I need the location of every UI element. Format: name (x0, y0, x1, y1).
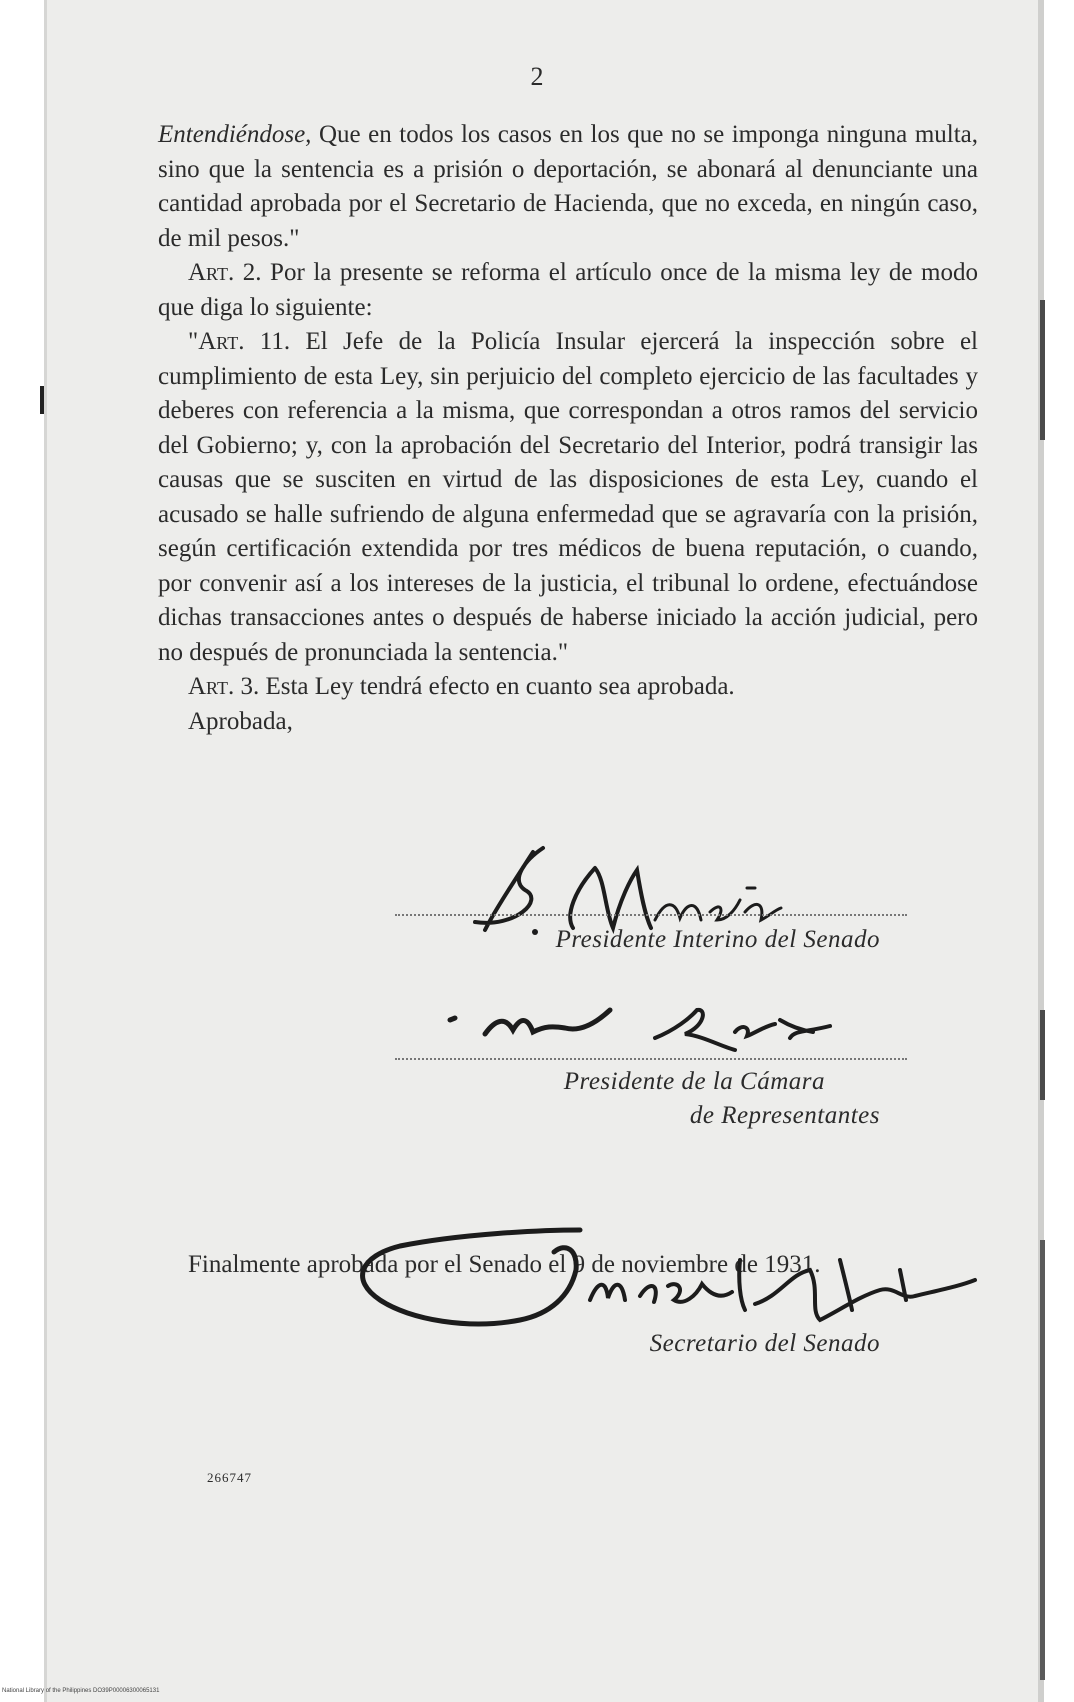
article-label: Art. 3. (188, 673, 260, 700)
page-left-edge (44, 0, 47, 1702)
binding-mark-bottom (1040, 1240, 1045, 1680)
caption-house-speaker-line2: de Representantes (689, 1102, 880, 1129)
scan-right-margin (1044, 0, 1074, 1702)
scan-margin-mark (40, 386, 44, 414)
signature-line-senate-president (395, 914, 907, 916)
binding-mark-top (1040, 300, 1045, 440)
paragraph-article-2: Art. 2. Por la presente se reforma el artículo once de la misma ley de modo que diga lo siguiente: (158, 259, 978, 321)
paragraph-lead: Entendiéndose, (158, 121, 312, 148)
scan-footer: National Library of the Philippines DO39P00006300065131 (2, 1688, 160, 1694)
approved-label: Aprobada, (188, 707, 293, 735)
document-stamp-number: 266747 (207, 1470, 252, 1485)
article-label: Art. 2. (188, 259, 262, 286)
signature-line-house-speaker (395, 1058, 907, 1060)
caption-senate-secretary: Secretario del Senado (649, 1330, 880, 1357)
article-label: Art. 11. (198, 328, 291, 355)
final-approval-text: Finalmente aprobada por el Senado el 9 de noviembre de 1931. (188, 1251, 821, 1278)
law-body-text (158, 118, 978, 739)
paragraph-article-3: Art. 3. Esta Ley tendrá efecto en cuanto sea aprobada. (188, 673, 735, 700)
house-speaker-signature (435, 990, 855, 1060)
binding-mark-middle (1040, 1010, 1045, 1100)
paragraph-entendiendose: Entendiéndose, Que en todos los casos en los que no se imponga ninguna multa, sino que la sentencia es a prisión o deportación, se abonará al denunciante una cantidad aprobada por el Secretario de Hacienda, que no exceda, en ningún caso, de mil pesos." (158, 121, 978, 252)
paragraph-article-11: "Art. 11. El Jefe de la Policía Insular ejercerá la inspección sobre el cumplimiento de esta Ley, sin perjuicio del completo ejercicio de las facultades y deberes con referencia a la misma, que correspondan a otros ramos del servicio del Gobierno; y, con la aprobación del Secretario del Interior, podrá transigir las causas que se susciten en virtud de las disposiciones de esta Ley, cuando el acusado se halle sufriendo de alguna enfermedad que se agravaría con la prisión, según certificación extendida por tres médicos de buena reputación, o cuando, por convenir así a los intereses de la justicia, el tribunal lo ordene, efectuándose dichas transacciones antes o después de haberse iniciado la acción judicial, pero no después de pronunciada la sentencia." (158, 328, 978, 666)
page-number: 2 (530, 62, 544, 91)
caption-house-speaker-line1: Presidente de la Cámara (563, 1068, 825, 1095)
caption-senate-president: Presidente Interino del Senado (555, 926, 880, 953)
